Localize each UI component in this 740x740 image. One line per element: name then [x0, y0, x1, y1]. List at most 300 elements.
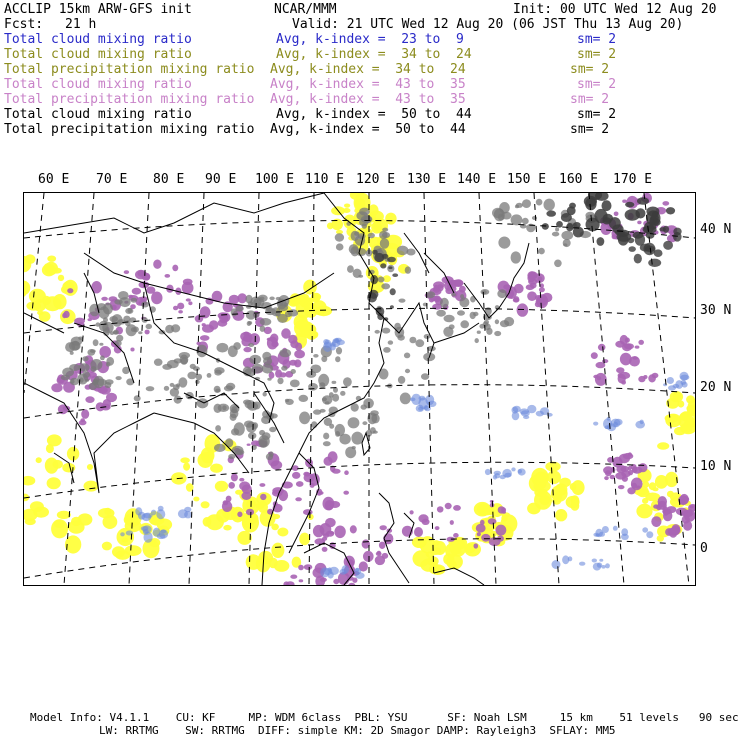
cloud-purple	[623, 453, 633, 459]
cloud-gray	[207, 373, 212, 378]
cloud-gray	[324, 418, 332, 426]
cloud-gray	[248, 343, 254, 347]
cloud-purple	[182, 282, 194, 294]
lon-label: 150 E	[507, 172, 547, 187]
cloud-yellow	[553, 492, 562, 502]
longitude-line	[424, 193, 434, 585]
cloud-blue	[599, 532, 605, 537]
cloud-gray	[141, 302, 149, 308]
cloud-purple	[651, 516, 661, 527]
lat-label: 30 N	[700, 303, 732, 318]
cloud-gray	[69, 341, 81, 351]
cloud-purple	[652, 373, 659, 378]
cloud-yellow	[30, 501, 44, 512]
cloud-gray	[90, 349, 96, 353]
cloud-gray	[482, 290, 487, 294]
cloud-purple	[304, 564, 313, 570]
coastline	[434, 323, 479, 343]
cloud-gray	[154, 359, 163, 366]
lon-label: 170 E	[613, 172, 653, 187]
cloud-blue	[605, 563, 610, 568]
cloud-blue	[613, 526, 618, 531]
cloud-darkgray	[380, 263, 386, 268]
cloud-gray	[329, 392, 334, 398]
cloud-darkgray	[649, 223, 656, 230]
cloud-darkgray	[634, 254, 642, 264]
cloud-gray	[277, 378, 283, 385]
cloud-gray	[215, 425, 221, 431]
cloud-purple	[453, 533, 459, 538]
cloud-gray	[170, 383, 175, 387]
cloud-purple	[101, 297, 108, 301]
cloud-yellow	[427, 556, 439, 566]
cloud-yellow	[312, 300, 326, 315]
cloud-purple	[165, 274, 171, 278]
cloud-purple	[186, 298, 191, 301]
cloud-yellow	[125, 545, 142, 556]
cloud-purple	[298, 565, 304, 571]
cloud-gray	[359, 208, 370, 216]
cloud-gray	[415, 339, 424, 347]
cloud-gray	[313, 354, 318, 358]
cloud-blue	[593, 533, 599, 537]
cloud-purple	[514, 296, 520, 302]
cloud-gray	[114, 299, 122, 304]
cloud-blue	[680, 372, 689, 381]
cloud-gray	[260, 318, 272, 326]
cloud-yellow	[54, 520, 65, 528]
cloud-gray	[259, 297, 264, 301]
cloud-yellow	[235, 490, 242, 495]
cloud-purple	[200, 335, 210, 341]
cloud-yellow	[274, 560, 290, 572]
cloud-yellow	[210, 464, 223, 473]
cloud-gray	[215, 389, 221, 393]
cloud-gray	[95, 379, 106, 386]
cloud-gray	[128, 308, 133, 313]
cloud-gray	[230, 404, 240, 413]
cloud-purple	[435, 526, 440, 530]
lon-label: 100 E	[255, 172, 295, 187]
cloud-purple	[363, 551, 374, 562]
cloud-gray	[563, 239, 571, 247]
cloud-gray	[380, 238, 389, 249]
cloud-blue	[157, 533, 166, 539]
cloud-yellow	[193, 497, 199, 502]
cloud-gray	[170, 388, 179, 397]
cloud-yellow	[413, 550, 431, 567]
cloud-gray	[146, 324, 153, 329]
cloud-gray	[515, 205, 519, 209]
cloud-gray	[335, 356, 340, 362]
cloud-purple	[614, 212, 619, 217]
cloud-purple	[223, 500, 229, 505]
cloud-yellow	[24, 281, 30, 296]
cloud-gray	[399, 299, 406, 303]
cloud-yellow	[455, 548, 462, 554]
cloud-blue	[667, 377, 674, 384]
legend-sm: sm= 2	[577, 47, 617, 62]
model-info-line2: LW: RRTMG SW: RRTMG DIFF: simple KM: 2D Smagor DAMP: Rayleigh3 SFLAY: MM5	[99, 724, 616, 737]
cloud-gray	[245, 295, 252, 304]
cloud-purple	[480, 520, 485, 525]
cloud-gray	[536, 199, 543, 206]
cloud-yellow	[539, 495, 550, 506]
coastline	[384, 303, 434, 358]
cloud-darkgray	[666, 207, 675, 214]
lon-label: 80 E	[153, 172, 185, 187]
cloud-gray	[174, 396, 182, 404]
cloud-gray	[492, 208, 504, 218]
cloud-gray	[511, 251, 521, 263]
cloud-purple	[328, 451, 338, 463]
fcst-value: 21 h	[65, 17, 97, 32]
lon-label: 70 E	[96, 172, 128, 187]
cloud-gray	[340, 391, 345, 396]
cloud-purple	[668, 528, 680, 536]
cloud-gray	[214, 444, 226, 452]
cloud-gray	[262, 432, 271, 440]
cloud-gray	[339, 434, 350, 445]
cloud-darkgray	[648, 259, 661, 267]
cloud-yellow	[446, 554, 463, 569]
cloud-gray	[343, 377, 352, 386]
cloud-gray	[404, 353, 410, 359]
cloud-purple	[591, 352, 598, 359]
cloud-purple	[303, 509, 313, 515]
cloud-gray	[162, 364, 172, 370]
cloud-darkgray	[646, 232, 655, 239]
cloud-gray	[82, 356, 88, 361]
cloud-purple	[414, 527, 423, 537]
legend-avg: Avg, k-index = 43 to 35	[270, 77, 466, 92]
cloud-gray	[372, 414, 380, 424]
cloud-purple	[334, 526, 345, 539]
cloud-purple	[498, 506, 505, 513]
cloud-gray	[85, 379, 90, 382]
cloud-gray	[89, 383, 97, 390]
cloud-purple	[281, 328, 291, 338]
cloud-gray	[349, 244, 359, 254]
cloud-blue	[646, 531, 653, 538]
cloud-darkgray	[387, 257, 396, 263]
cloud-purple	[527, 291, 537, 301]
cloud-purple	[153, 260, 161, 269]
cloud-gray	[336, 347, 342, 354]
cloud-yellow	[527, 503, 541, 515]
cloud-purple	[595, 373, 607, 386]
cloud-gray	[532, 216, 537, 220]
cloud-gray	[319, 382, 325, 388]
cloud-purple	[260, 494, 266, 500]
cloud-purple	[145, 330, 150, 335]
cloud-yellow	[102, 542, 112, 551]
cloud-yellow	[87, 464, 93, 470]
cloud-gray	[347, 265, 354, 273]
cloud-purple	[662, 506, 667, 511]
cloud-gray	[348, 417, 360, 428]
cloud-gray	[335, 431, 340, 437]
cloud-gray	[459, 297, 469, 307]
cloud-gray	[116, 376, 122, 380]
cloud-purple	[259, 483, 265, 487]
cloud-yellow	[277, 528, 288, 537]
cloud-purple	[196, 342, 201, 346]
legend-avg: Avg, k-index = 43 to 35	[270, 92, 466, 107]
cloud-yellow	[58, 275, 64, 281]
cloud-gray	[400, 393, 411, 405]
cloud-yellow	[667, 491, 674, 498]
legend-avg: Avg, k-index = 23 to 9	[276, 32, 464, 47]
cloud-blue	[355, 572, 364, 579]
cloud-purple	[67, 288, 73, 293]
cloud-blue	[142, 513, 152, 521]
lon-label: 120 E	[356, 172, 396, 187]
cloud-yellow	[24, 476, 35, 486]
cloud-blue	[419, 396, 426, 401]
cloud-purple	[380, 525, 387, 530]
cloud-gray	[299, 412, 310, 425]
latitude-line	[24, 462, 695, 498]
legend-field: Total precipitation mixing ratio	[4, 92, 255, 107]
model-title: ACCLIP 15km ARW-GFS init	[4, 2, 192, 17]
cloud-gray	[232, 446, 244, 455]
cloud-blue	[485, 469, 491, 475]
cloud-purple	[474, 543, 479, 548]
cloud-purple	[348, 583, 355, 585]
cloud-purple	[433, 285, 438, 291]
cloud-gray	[113, 331, 117, 335]
cloud-purple	[452, 280, 464, 287]
cloud-blue	[327, 571, 333, 578]
cloud-purple	[539, 287, 545, 292]
cloud-gray	[332, 381, 337, 384]
cloud-purple	[437, 506, 444, 512]
cloud-yellow	[670, 391, 683, 402]
cloud-gray	[398, 376, 405, 384]
cloud-purple	[612, 457, 622, 468]
cloud-gray	[93, 339, 99, 346]
cloud-purple	[295, 497, 302, 501]
cloud-blue	[184, 507, 191, 512]
cloud-gray	[378, 277, 385, 283]
cloud-purple	[638, 340, 644, 345]
cloud-gray	[266, 453, 273, 460]
cloud-gray	[336, 243, 344, 250]
cloud-gray	[138, 331, 142, 334]
cloud-purple	[62, 313, 67, 318]
cloud-blue	[494, 473, 500, 478]
legend-field: Total precipitation mixing ratio	[4, 62, 255, 77]
cloud-gray	[457, 310, 465, 315]
cloud-gray	[226, 383, 235, 390]
cloud-gray	[231, 428, 239, 435]
cloud-purple	[246, 509, 254, 516]
legend-field: Total cloud mixing ratio	[4, 107, 192, 122]
cloud-gray	[397, 246, 409, 256]
cloud-purple	[177, 303, 184, 310]
cloud-purple	[81, 409, 89, 419]
cloud-purple	[627, 487, 635, 494]
cloud-purple	[85, 396, 94, 403]
cloud-yellow	[237, 531, 251, 545]
cloud-purple	[620, 335, 628, 345]
cloud-purple	[604, 476, 609, 480]
cloud-gray	[323, 441, 331, 446]
cloud-yellow	[203, 517, 212, 527]
cloud-gray	[323, 433, 329, 440]
cloud-blue	[682, 382, 688, 388]
cloud-purple	[188, 301, 192, 305]
cloud-purple	[410, 510, 414, 514]
cloud-gray	[375, 330, 380, 334]
cloud-gray	[451, 293, 456, 297]
cloud-yellow	[215, 481, 228, 492]
cloud-darkgray	[609, 217, 621, 229]
cloud-yellow	[183, 463, 190, 471]
cloud-gray	[217, 343, 229, 353]
cloud-purple	[130, 348, 134, 352]
cloud-gray	[126, 324, 137, 336]
cloud-yellow	[42, 264, 56, 277]
cloud-yellow	[36, 457, 42, 463]
cloud-yellow	[547, 471, 561, 484]
cloud-blue	[158, 506, 164, 512]
cloud-blue	[663, 383, 667, 386]
legend-avg: Avg, k-index = 34 to 24	[270, 62, 466, 77]
cloud-yellow	[47, 477, 61, 489]
cloud-darkgray	[390, 288, 396, 295]
cloud-yellow	[98, 508, 115, 518]
cloud-darkgray	[370, 275, 378, 284]
cloud-gray	[131, 298, 138, 303]
cloud-gray	[181, 357, 188, 364]
cloud-purple	[535, 302, 541, 308]
cloud-gray	[285, 399, 294, 405]
cloud-purple	[270, 334, 278, 344]
cloud-yellow	[246, 554, 261, 570]
cloud-purple	[172, 265, 178, 272]
cloud-blue	[593, 422, 598, 426]
model-info-line1: Model Info: V4.1.1 CU: KF MP: WDM 6class PBL: YSU SF: Noah LSM 15 km 51 levels 90 sec	[30, 711, 739, 724]
cloud-gray	[397, 335, 404, 341]
cloud-gray	[99, 321, 109, 332]
cloud-blue	[120, 532, 125, 536]
lon-label: 60 E	[38, 172, 70, 187]
cloud-yellow	[534, 472, 549, 487]
cloud-purple	[618, 485, 625, 489]
cloud-gray	[228, 346, 238, 358]
cloud-purple	[638, 463, 647, 472]
cloud-purple	[322, 547, 328, 552]
cloud-gray	[561, 231, 573, 240]
cloud-purple	[663, 510, 672, 521]
cloud-gray	[195, 380, 200, 385]
cloud-darkgray	[652, 211, 659, 217]
cloud-yellow	[657, 442, 669, 450]
cloud-purple	[662, 201, 669, 206]
cloud-blue	[410, 398, 416, 402]
cloud-yellow	[636, 504, 652, 519]
cloud-gray	[291, 369, 296, 374]
cloud-purple	[80, 418, 85, 422]
cloud-gray	[382, 328, 390, 334]
cloud-purple	[618, 374, 626, 384]
cloud-yellow	[433, 540, 440, 545]
cloud-darkgray	[569, 203, 576, 209]
longitude-line	[189, 193, 204, 585]
lat-label: 20 N	[700, 380, 732, 395]
cloud-darkgray	[392, 273, 398, 277]
lon-label: 160 E	[559, 172, 599, 187]
cloud-blue	[592, 559, 597, 563]
cloud-gray	[405, 369, 410, 373]
cloud-gray	[554, 260, 562, 268]
legend-avg: Avg, k-index = 34 to 24	[276, 47, 472, 62]
cloud-blue	[334, 338, 339, 343]
cloud-purple	[241, 492, 251, 500]
cloud-gray	[100, 356, 105, 361]
cloud-gray	[500, 320, 509, 327]
cloud-gray	[345, 447, 356, 459]
cloud-gray	[99, 306, 110, 319]
cloud-yellow	[68, 520, 85, 534]
cloud-blue	[504, 473, 511, 478]
coastline	[379, 493, 409, 583]
cloud-yellow	[652, 487, 658, 491]
cloud-blue	[142, 525, 151, 533]
cloud-yellow	[501, 515, 507, 522]
cloud-yellow	[344, 204, 350, 208]
legend-sm: sm= 2	[570, 92, 610, 107]
cloud-yellow	[685, 411, 693, 417]
cloud-blue	[579, 562, 585, 566]
cloud-gray	[171, 324, 180, 332]
cloud-purple	[299, 579, 304, 582]
cloud-gray	[449, 324, 455, 329]
cloud-darkgray	[573, 222, 581, 228]
cloud-gray	[284, 303, 288, 307]
legend-sm: sm= 2	[577, 32, 617, 47]
cloud-purple	[239, 481, 250, 490]
latitude-line	[24, 385, 695, 418]
cloud-gray	[193, 366, 200, 371]
cloud-purple	[209, 320, 218, 329]
cloud-gray	[279, 349, 291, 357]
cloud-purple	[243, 347, 251, 352]
cloud-blue	[635, 421, 645, 429]
cloud-darkgray	[627, 238, 634, 244]
cloud-blue	[613, 422, 618, 427]
cloud-yellow	[180, 457, 190, 463]
cloud-gray	[436, 310, 446, 317]
cloud-purple	[636, 486, 641, 489]
cloud-purple	[296, 481, 304, 487]
cloud-purple	[418, 514, 428, 522]
cloud-gray	[247, 321, 251, 326]
cloud-gray	[494, 331, 501, 336]
cloud-darkgray	[659, 227, 666, 231]
cloud-gray	[116, 335, 123, 342]
cloud-darkgray	[585, 198, 596, 211]
cloud-darkgray	[602, 200, 612, 211]
cloud-purple	[622, 476, 628, 482]
cloud-purple	[637, 221, 641, 225]
cloud-gray	[281, 366, 287, 371]
cloud-darkgray	[597, 237, 605, 246]
cloud-purple	[343, 491, 349, 495]
cloud-purple	[326, 531, 334, 537]
